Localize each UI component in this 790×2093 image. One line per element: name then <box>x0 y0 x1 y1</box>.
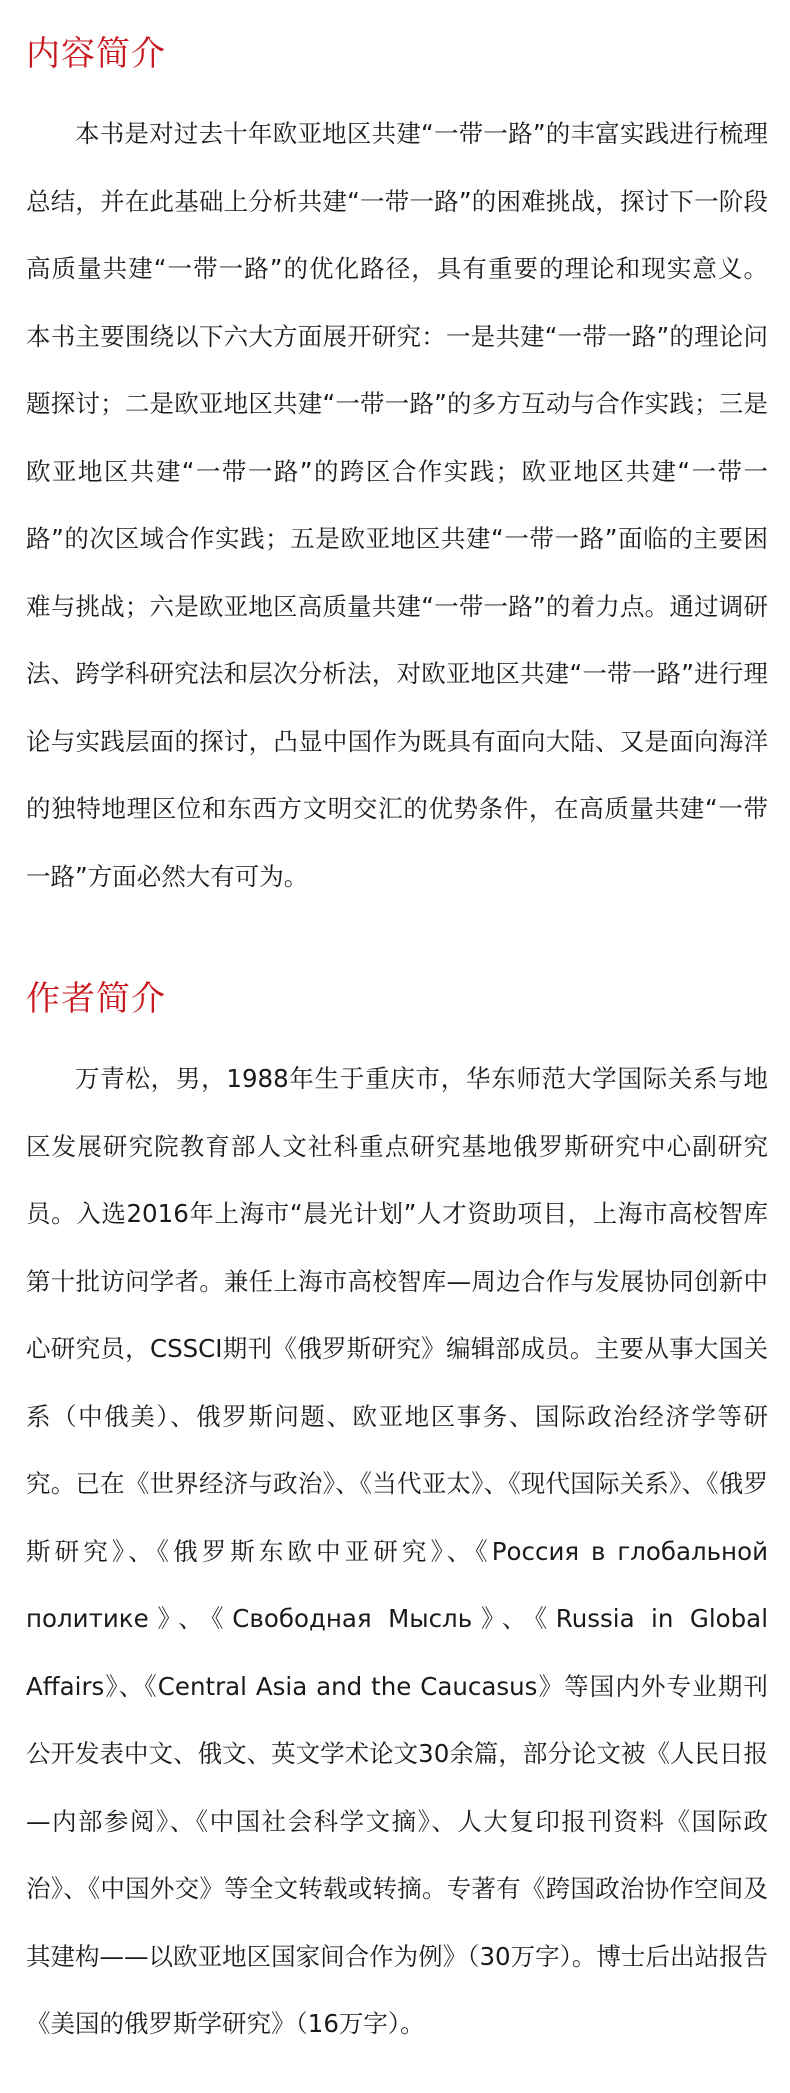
author-bio-text: 万青松，男，1988年生于重庆市，华东师范大学国际关系与地区发展研究院教育部人文社科重点研究基地俄罗斯研究中心副研究员。入选2016年上海市“晨光计划”人才资助项目，上海市高校智库第十批访问学者。兼任上海市高校智库—周边合作与发展协同创新中心研究员，CSSCI期刊《俄罗斯研究》编辑部成员。主要从事大国关系（中俄美）、俄罗斯问题、欧亚地区事务、国际政治经济学等研究。已在《世界经济与政治》、《当代亚太》、《现代国际关系》、《俄罗斯研究》、《俄罗斯东欧中亚研究》、《Россия в глобальной политике》、《Свободная Мысль》、《Russia in Global Affairs》、《Central Asia and the Caucasus》等国内外专业期刊公开发表中文、俄文、英文学术论文30余篇，部分论文被《人民日报—内部参阅》、《中国社会科学文摘》、人大复印报刊资料《国际政治》、《中国外交》等全文转载或转摘。专著有《跨国政治协作空间及其建构——以欧亚地区国家间合作为例》（30万字）。博士后出站报告《美国的俄罗斯学研究》（16万字）。 <box>26 1064 768 2038</box>
author-bio-section <box>26 975 768 2058</box>
author-bio-heading: 作者简介 <box>26 979 166 1019</box>
content-summary-text: 本书是对过去十年欧亚地区共建“一带一路”的丰富实践进行梳理总结，并在此基础上分析共建“一带一路”的困难挑战，探讨下一阶段高质量共建“一带一路”的优化路径，具有重要的理论和现实意义。 本书主要围绕以下六大方面展开研究：一是共建“一带一路”的理论问题探讨；二是欧亚地区共建“一带一路”的多方互动与合作实践；三是欧亚地区共建“一带一路”的跨区合作实践；欧亚地区共建“一带一路”的次区域合作实践；五是欧亚地区共建“一带一路”面临的主要困难与挑战；六是欧亚地区高质量共建“一带一路”的着力点。通过调研法、跨学科研究法和层次分析法，对欧亚地区共建“一带一路”进行理论与实践层面的探讨，凸显中国作为既具有面向大陆、又是面向海洋的独特地理区位和东西方文明交汇的优势条件，在高质量共建“一带一路”方面必然大有可为。 <box>26 119 768 891</box>
content-summary-heading: 内容简介 <box>26 34 166 74</box>
content-summary-section <box>26 30 768 910</box>
